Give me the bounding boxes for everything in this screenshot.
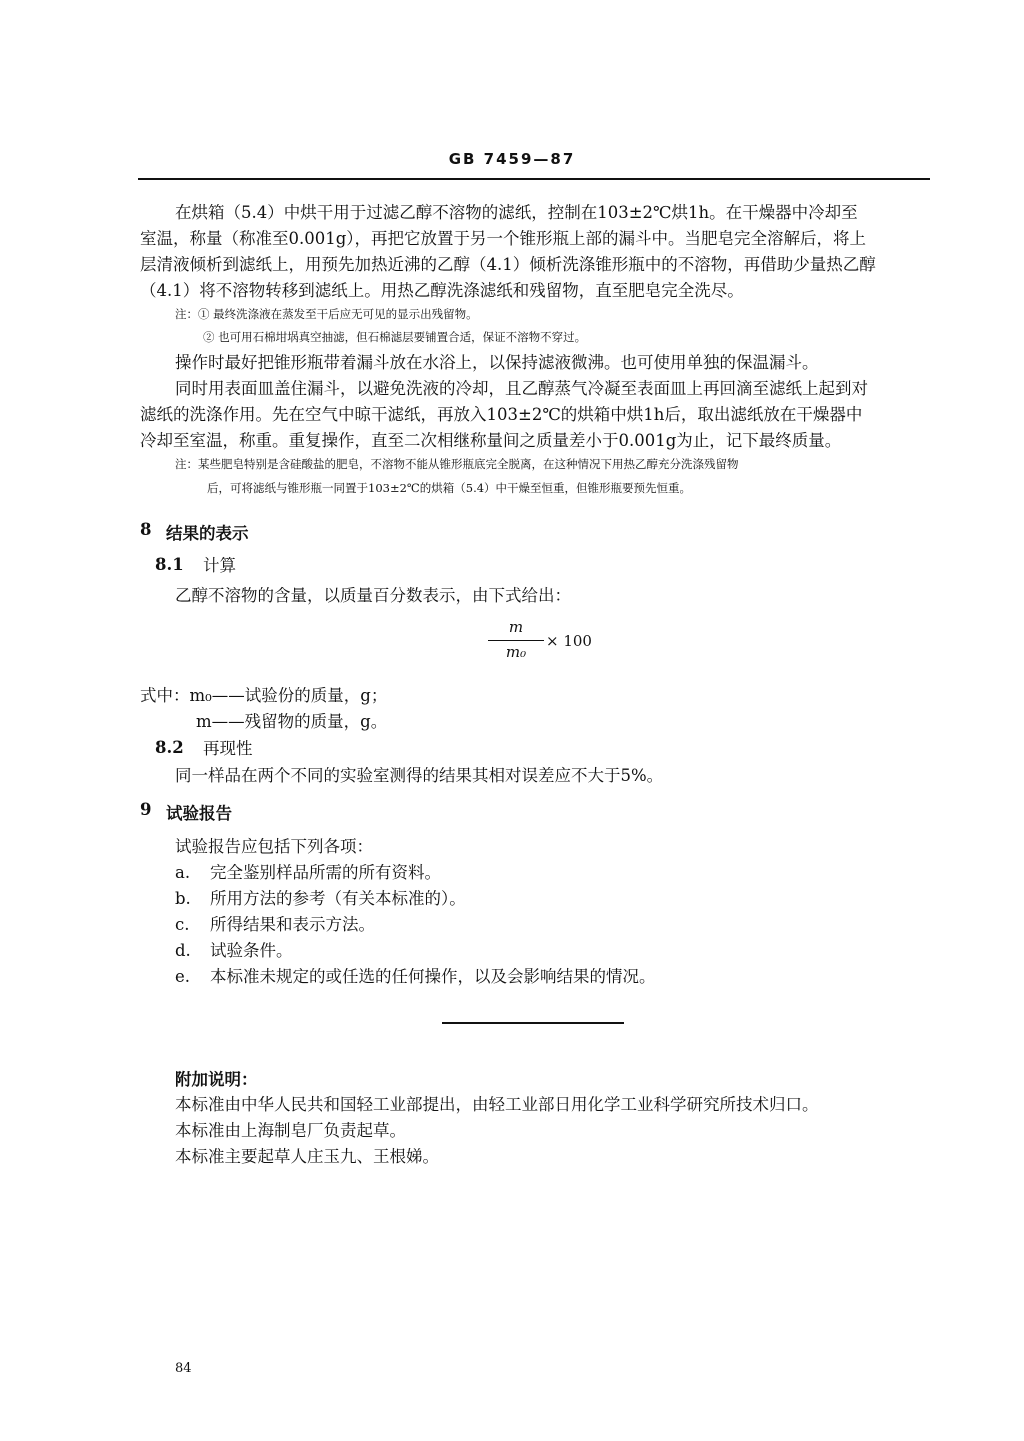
section-8-2-title: 再现性 [203,739,253,758]
formula-numerator: m [508,618,524,636]
section-8-number: 8 [140,520,152,539]
formula-fraction [488,618,544,663]
para3-line1: 同时用表面皿盖住漏斗，以避免洗液的冷却，且乙醇蒸气冷凝至表面皿上再回滴至滤纸上起到对 [175,379,868,398]
report-item-letter: a. [175,863,191,882]
para3-line2: 滤纸的洗涤作用。先在空气中晾干滤纸，再放入103±2℃的烘箱中烘1h后，取出滤纸放在干燥器中 [140,405,863,424]
report-intro: 试验报告应包括下列各项： [175,837,373,856]
report-item-text: 所用方法的参考（有关本标准的）。 [210,889,466,908]
appendix-line1: 本标准由中华人民共和国轻工业部提出，由轻工业部日用化学工业科学研究所技术归口。 [175,1095,819,1114]
note2-line1: 注：某些肥皂特别是含硅酸盐的肥皂，不溶物不能从锥形瓶底完全脱离，在这种情况下用热乙醇充分洗涤残留物 [175,457,739,471]
page-number: 84 [175,1361,192,1376]
formula-denominator: m₀ [505,643,527,661]
section-8-2-number: 8.2 [155,738,184,757]
calc-text: 乙醇不溶物的含量，以质量百分数表示，由下式给出： [175,586,571,605]
note1-line2: ② 也可用石棉坩埚真空抽滤，但石棉滤层要铺置合适，保证不溶物不穿过。 [203,330,587,344]
report-item-letter: e. [175,967,191,986]
formula [480,618,620,668]
end-rule [442,1022,624,1024]
fraction-bar [488,640,544,641]
para1-line3: 层清液倾析到滤纸上，用预先加热近沸的乙醇（4.1）倾析洗涤锥形瓶中的不溶物，再借助少量热乙醇 [140,255,876,274]
section-8-title: 结果的表示 [166,524,249,543]
para1-line2: 室温，称量（称准至0.001g），再把它放置于另一个锥形瓶上部的漏斗中。当肥皂完全溶解后，将上 [140,229,867,248]
report-item-letter: b. [175,889,191,908]
report-item-text: 所得结果和表示方法。 [210,915,375,934]
appendix-line3: 本标准主要起草人庄玉九、王根娣。 [175,1147,439,1166]
where-line2: m——残留物的质量，g。 [196,712,388,731]
section-9-number: 9 [140,800,152,819]
reproducibility-text: 同一样品在两个不同的实验室测得的结果其相对误差应不大于5%。 [175,766,664,785]
para1-line4: （4.1）将不溶物转移到滤纸上。用热乙醇洗涤滤纸和残留物，直至肥皂完全洗尽。 [140,281,744,300]
where-line1: 式中：m₀——试验份的质量，g； [140,686,388,705]
section-8-1-number: 8.1 [155,555,184,574]
para1-line1: 在烘箱（5.4）中烘干用于过滤乙醇不溶物的滤纸，控制在103±2℃烘1h。在干燥器中冷却至 [175,203,858,222]
appendix-title: 附加说明： [175,1070,258,1089]
note1-line1: 注：① 最终洗涤液在蒸发至干后应无可见的显示出残留物。 [175,307,478,321]
note2-line2: 后，可将滤纸与锥形瓶一同置于103±2℃的烘箱（5.4）中干燥至恒重，但锥形瓶要预先恒重。 [207,481,692,495]
para3-line3: 冷却至室温，称重。重复操作，直至二次相继称量间之质量差小于0.001g为止，记下最终质量。 [140,431,842,450]
standard-header: GB 7459—87 [448,150,576,168]
section-9-title: 试验报告 [166,804,232,823]
report-item-letter: d. [175,941,191,960]
para2: 操作时最好把锥形瓶带着漏斗放在水浴上，以保持滤液微沸。也可使用单独的保温漏斗。 [175,353,819,372]
formula-multiplier: × 100 [546,632,592,650]
report-item-text: 试验条件。 [210,941,293,960]
report-item-text: 完全鉴别样品所需的所有资料。 [210,863,441,882]
report-item-letter: c. [175,915,190,934]
report-item-text: 本标准未规定的或任选的任何操作，以及会影响结果的情况。 [210,967,656,986]
appendix-line2: 本标准由上海制皂厂负责起草。 [175,1121,406,1140]
section-8-1-title: 计算 [203,556,236,575]
header-rule [138,178,930,180]
